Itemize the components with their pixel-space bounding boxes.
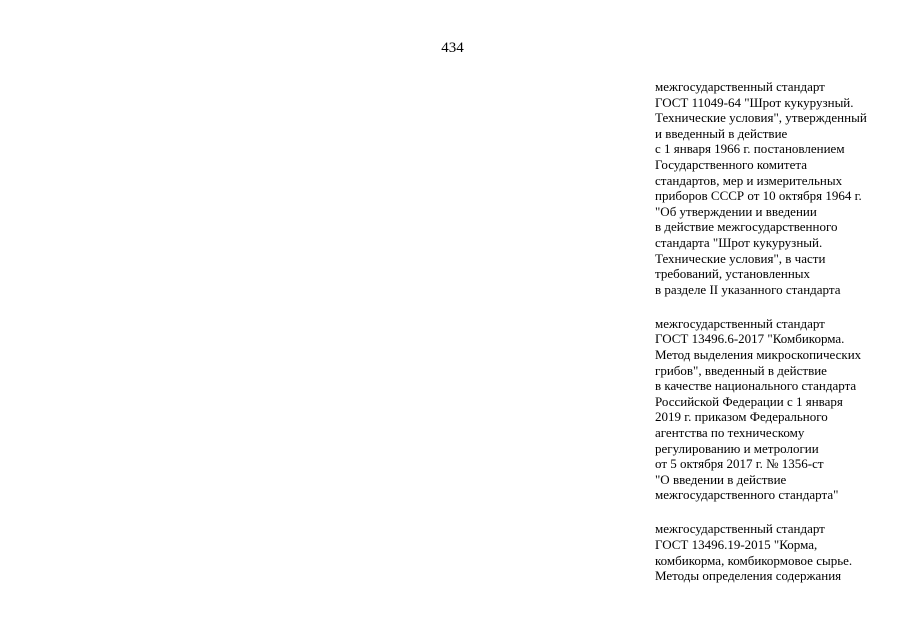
- text-line: ГОСТ 13496.19-2015 "Корма,: [655, 537, 818, 553]
- text-line: в качестве национального стандарта: [655, 378, 857, 394]
- text-line: с 1 января 1966 г. постановлением: [655, 141, 845, 157]
- standard-entry-gost-13496-6-2017: [655, 316, 900, 503]
- page-number: 434: [441, 40, 464, 56]
- text-line: приборов СССР от 10 октября 1964 г.: [655, 188, 862, 204]
- text-line: межгосударственный стандарт: [655, 315, 825, 331]
- standard-entry-gost-13496-19-2015: [655, 521, 900, 583]
- text-line: стандарта "Шрот кукурузный.: [655, 234, 823, 250]
- text-line: Технические условия", в части: [655, 250, 826, 266]
- text-line: ГОСТ 13496.6-2017 "Комбикорма.: [655, 331, 845, 347]
- text-line: Государственного комитета: [655, 156, 807, 172]
- text-line: регулированию и метрологии: [655, 440, 819, 456]
- text-line: межгосударственного стандарта": [655, 487, 839, 503]
- text-line: Методы определения содержания: [655, 568, 842, 584]
- text-line: требований, установленных: [655, 266, 811, 282]
- text-line: межгосударственный стандарт: [655, 521, 825, 537]
- text-line: "О введении в действие: [655, 471, 787, 487]
- text-line: в действие межгосударственного: [655, 219, 838, 235]
- text-line: ГОСТ 11049-64 "Шрот кукурузный.: [655, 94, 854, 110]
- text-line: "Об утверждении и введении: [655, 203, 817, 219]
- text-line: агентства по техническому: [655, 424, 805, 440]
- text-line: Технические условия", утвержденный: [655, 110, 867, 126]
- text-line: и введенный в действие: [655, 125, 788, 141]
- text-line: стандартов, мер и измерительных: [655, 172, 843, 188]
- text-line: в разделе II указанного стандарта: [655, 281, 841, 297]
- text-column: [655, 79, 900, 602]
- text-line: 2019 г. приказом Федерального: [655, 409, 828, 425]
- text-line: межгосударственный стандарт: [655, 79, 825, 94]
- text-line: Российской Федерации с 1 января: [655, 393, 843, 409]
- text-line: Метод выделения микроскопических: [655, 347, 862, 362]
- text-line: комбикорма, комбикормовое сырье.: [655, 552, 853, 568]
- standard-entry-gost-11049-64: [655, 79, 900, 297]
- text-line: от 5 октября 2017 г. № 1356-ст: [655, 456, 824, 472]
- text-line: грибов", введенный в действие: [655, 362, 827, 378]
